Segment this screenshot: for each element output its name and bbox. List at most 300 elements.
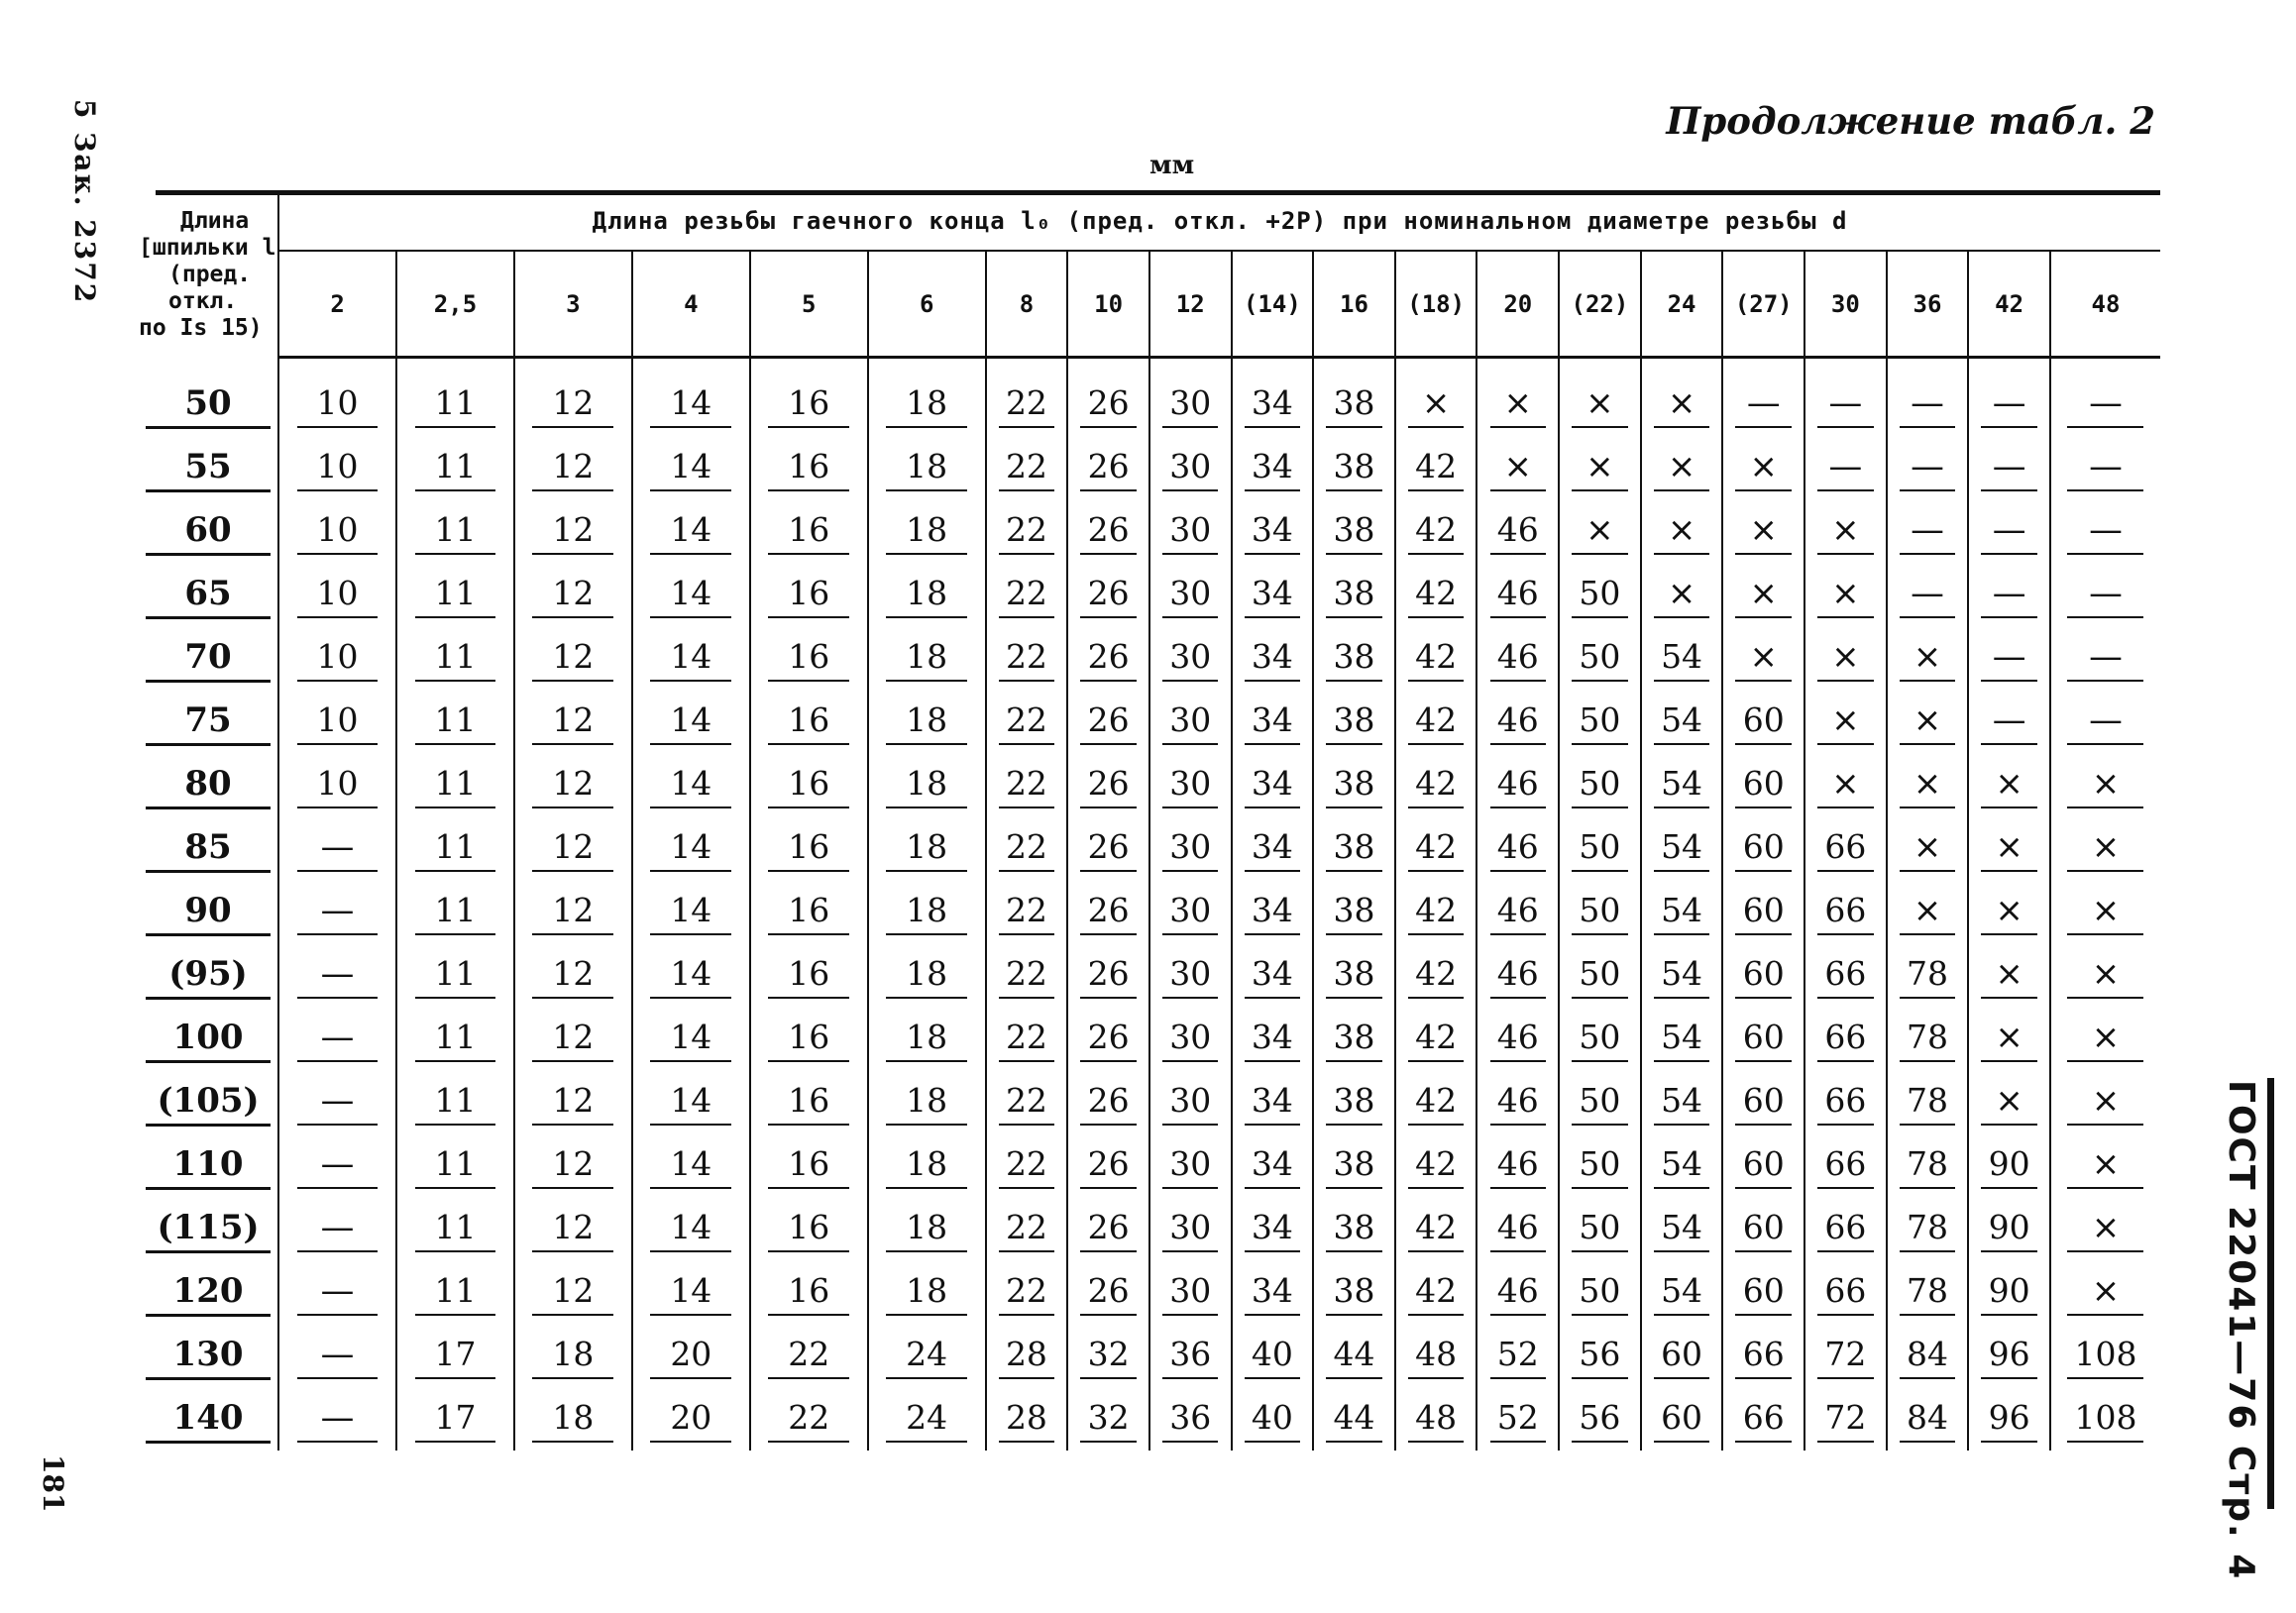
thread-length-cell <box>1641 436 1723 499</box>
thread-length-cell <box>2050 563 2160 626</box>
dash-mark: — <box>1981 507 2036 555</box>
thread-length-cell <box>1232 499 1314 563</box>
thread-length-value: 11 <box>415 1078 496 1126</box>
thread-length-value: 16 <box>768 507 849 555</box>
thread-length-value: 66 <box>1817 951 1873 999</box>
thread-length-cell <box>1804 1324 1887 1387</box>
thread-length-cell <box>632 943 750 1007</box>
dash-mark: — <box>297 824 379 872</box>
thread-length-value: 60 <box>1654 1395 1709 1443</box>
thread-length-value: 34 <box>1245 444 1300 491</box>
thread-length-cell <box>1968 1260 2050 1324</box>
thread-length-cell <box>1804 563 1887 626</box>
stud-length-cell <box>139 499 278 563</box>
thread-length-cell <box>632 753 750 816</box>
thread-length-value: 16 <box>768 1268 849 1316</box>
thread-length-cell <box>1232 1070 1314 1133</box>
thread-length-cell <box>1313 436 1395 499</box>
thread-length-value: 78 <box>1900 1205 1955 1252</box>
stud-length-cell <box>139 1133 278 1197</box>
stud-length-cell <box>139 1387 278 1451</box>
thread-length-value: 42 <box>1408 698 1464 745</box>
thread-length-value: 20 <box>650 1395 731 1443</box>
stud-length-cell <box>139 373 278 436</box>
thread-length-cell <box>1476 1197 1559 1260</box>
thread-length-value: 22 <box>999 888 1054 935</box>
thread-length-value: 30 <box>1162 1205 1218 1252</box>
thread-length-value: 56 <box>1572 1332 1627 1379</box>
thread-length-value: 46 <box>1490 761 1546 808</box>
thread-length-value: 22 <box>999 1268 1054 1316</box>
thread-length-cell <box>1722 1324 1804 1387</box>
thread-length-cell <box>1067 1387 1149 1451</box>
thread-length-cell <box>514 563 632 626</box>
not-applicable-mark: × <box>1981 888 2036 935</box>
thread-length-cell <box>1476 943 1559 1007</box>
thread-length-value: 84 <box>1900 1332 1955 1379</box>
stub-line-4: откл. <box>168 287 238 314</box>
thread-length-cell <box>1641 626 1723 690</box>
thread-length-cell <box>1232 943 1314 1007</box>
thread-length-value: 56 <box>1572 1395 1627 1443</box>
thread-length-cell <box>1232 816 1314 880</box>
thread-length-value: 14 <box>650 761 731 808</box>
spacer-cell <box>868 358 986 374</box>
thread-length-cell <box>632 880 750 943</box>
thread-length-value: 14 <box>650 888 731 935</box>
stud-length-value: 50 <box>146 380 271 429</box>
stub-line-5: по Is 15) <box>139 314 263 341</box>
thread-length-value: 34 <box>1245 634 1300 682</box>
thread-length-cell <box>1641 816 1723 880</box>
thread-length-value: 30 <box>1162 1268 1218 1316</box>
thread-length-cell <box>1476 1133 1559 1197</box>
thread-length-cell <box>1722 1260 1804 1324</box>
thread-length-cell <box>1722 563 1804 626</box>
thread-length-value: 60 <box>1735 1268 1791 1316</box>
thread-length-cell <box>1476 1387 1559 1451</box>
thread-length-value: 14 <box>650 507 731 555</box>
thread-length-value: 38 <box>1326 761 1381 808</box>
thread-length-value: 38 <box>1326 1015 1381 1062</box>
thread-length-value: 42 <box>1408 444 1464 491</box>
thread-length-cell <box>1395 880 1477 943</box>
thread-length-value: 17 <box>415 1332 496 1379</box>
thread-length-value: 18 <box>886 444 967 491</box>
thread-length-value: 42 <box>1408 1015 1464 1062</box>
spacer-cell <box>139 358 278 374</box>
not-applicable-mark: × <box>1654 571 1709 618</box>
thread-length-cell <box>986 499 1068 563</box>
thread-length-value: 26 <box>1080 1141 1136 1189</box>
thread-length-cell <box>986 1324 1068 1387</box>
thread-length-cell <box>396 373 514 436</box>
thread-length-value: 22 <box>999 1205 1054 1252</box>
thread-length-value: 14 <box>650 951 731 999</box>
thread-length-value: 34 <box>1245 824 1300 872</box>
thread-length-cell <box>1722 626 1804 690</box>
thread-length-cell <box>1149 943 1232 1007</box>
dash-mark: — <box>2067 380 2143 428</box>
table-row <box>139 690 2160 753</box>
thread-length-cell <box>1149 499 1232 563</box>
stud-length-value: 65 <box>146 571 271 619</box>
thread-length-value: 26 <box>1080 444 1136 491</box>
thread-length-value: 26 <box>1080 1205 1136 1252</box>
spacer-cell <box>1641 358 1723 374</box>
not-applicable-mark: × <box>2067 1205 2143 1252</box>
thread-length-value: 52 <box>1490 1332 1546 1379</box>
thread-length-value: 11 <box>415 1268 496 1316</box>
dash-mark: — <box>1900 380 1955 428</box>
thread-length-cell <box>1313 1133 1395 1197</box>
thread-length-cell <box>1804 436 1887 499</box>
thread-length-cell <box>1559 373 1641 436</box>
thread-length-cell <box>1968 373 2050 436</box>
dash-mark: — <box>297 888 379 935</box>
thread-length-cell <box>2050 499 2160 563</box>
thread-length-value: 60 <box>1654 1332 1709 1379</box>
stud-length-cell <box>139 943 278 1007</box>
thread-length-value: 11 <box>415 951 496 999</box>
thread-length-cell <box>868 1007 986 1070</box>
not-applicable-mark: × <box>1981 951 2036 999</box>
thread-length-value: 18 <box>886 634 967 682</box>
thread-length-cell <box>1067 563 1149 626</box>
dash-mark: — <box>1981 698 2036 745</box>
thread-length-value: 54 <box>1654 761 1709 808</box>
thread-length-cell <box>1313 1260 1395 1324</box>
thread-length-cell <box>514 626 632 690</box>
spacer-cell <box>1804 358 1887 374</box>
thread-length-cell <box>750 1260 868 1324</box>
thread-length-cell <box>1559 1007 1641 1070</box>
thread-length-cell <box>1641 753 1723 816</box>
stud-length-value: 140 <box>146 1395 271 1444</box>
not-applicable-mark: × <box>1900 698 1955 745</box>
thread-length-cell <box>514 436 632 499</box>
thread-length-value: 54 <box>1654 1268 1709 1316</box>
thread-length-cell <box>1476 499 1559 563</box>
thread-length-cell <box>278 563 396 626</box>
thread-length-cell <box>1804 373 1887 436</box>
thread-length-cell <box>868 373 986 436</box>
thread-length-cell <box>1641 373 1723 436</box>
spacer-cell <box>1395 358 1477 374</box>
thread-length-cell <box>1641 880 1723 943</box>
thread-length-value: 16 <box>768 1078 849 1126</box>
thread-length-cell <box>632 499 750 563</box>
thread-length-value: 24 <box>886 1332 967 1379</box>
diameter-header: 3 <box>514 251 632 358</box>
diameter-header: 12 <box>1149 251 1232 358</box>
not-applicable-mark: × <box>1490 444 1546 491</box>
thread-length-cell <box>2050 1133 2160 1197</box>
thread-length-value: 11 <box>415 824 496 872</box>
thread-length-value: 34 <box>1245 761 1300 808</box>
thread-length-cell <box>1641 1070 1723 1133</box>
thread-length-cell <box>1968 753 2050 816</box>
thread-length-value: 30 <box>1162 1078 1218 1126</box>
thread-length-cell <box>1395 1260 1477 1324</box>
thread-length-cell <box>1887 626 1969 690</box>
thread-length-cell <box>1968 690 2050 753</box>
thread-length-value: 26 <box>1080 761 1136 808</box>
thread-length-cell <box>278 1260 396 1324</box>
thread-length-value: 16 <box>768 1141 849 1189</box>
thread-length-value: 34 <box>1245 888 1300 935</box>
thread-length-cell <box>1395 943 1477 1007</box>
thread-length-cell <box>396 1324 514 1387</box>
stud-length-value: 120 <box>146 1268 271 1317</box>
thread-length-cell <box>1149 1387 1232 1451</box>
thread-length-cell <box>1559 563 1641 626</box>
thread-length-value: 26 <box>1080 634 1136 682</box>
table-row <box>139 943 2160 1007</box>
thread-length-cell <box>1722 943 1804 1007</box>
stud-length-value: (95) <box>146 951 271 1000</box>
not-applicable-mark: × <box>1817 507 1873 555</box>
thread-length-cell <box>396 499 514 563</box>
thread-length-cell <box>396 816 514 880</box>
thread-length-cell <box>1641 1197 1723 1260</box>
thread-length-cell <box>2050 626 2160 690</box>
thread-length-cell <box>2050 753 2160 816</box>
thread-length-value: 34 <box>1245 1015 1300 1062</box>
thread-length-value: 18 <box>886 571 967 618</box>
thread-length-value: 16 <box>768 824 849 872</box>
thread-length-cell <box>986 1197 1068 1260</box>
thread-length-cell <box>1722 753 1804 816</box>
thread-length-cell <box>1559 943 1641 1007</box>
thread-length-cell <box>1722 1387 1804 1451</box>
thread-length-value: 84 <box>1900 1395 1955 1443</box>
thread-length-cell <box>632 563 750 626</box>
thread-length-cell <box>514 816 632 880</box>
thread-length-cell <box>1887 690 1969 753</box>
standard-text: ГОСТ 22041—76 Стр. 4 <box>2221 1080 2261 1581</box>
thread-length-cell <box>1149 1324 1232 1387</box>
thread-length-cell <box>1395 1197 1477 1260</box>
thread-length-cell <box>1313 943 1395 1007</box>
thread-length-cell <box>1313 1324 1395 1387</box>
thread-length-value: 34 <box>1245 380 1300 428</box>
thread-length-value: 42 <box>1408 951 1464 999</box>
diameter-header: 6 <box>868 251 986 358</box>
thread-length-cell <box>278 499 396 563</box>
thread-length-value: 18 <box>886 698 967 745</box>
spacer-cell <box>1149 358 1232 374</box>
thread-length-cell <box>1804 1070 1887 1133</box>
thread-length-cell <box>1559 880 1641 943</box>
dash-mark: — <box>2067 444 2143 491</box>
dash-mark: — <box>1981 444 2036 491</box>
spacer-cell <box>1313 358 1395 374</box>
stub-line-1: Длина <box>180 207 250 234</box>
thread-length-cell <box>396 690 514 753</box>
thread-length-cell <box>1067 1007 1149 1070</box>
thread-length-cell <box>1149 626 1232 690</box>
thread-length-value: 34 <box>1245 698 1300 745</box>
thread-length-value: 50 <box>1572 824 1627 872</box>
thread-length-cell <box>514 1260 632 1324</box>
thread-length-value: 46 <box>1490 634 1546 682</box>
thread-length-cell <box>868 880 986 943</box>
thread-length-value: 12 <box>532 1205 613 1252</box>
thread-length-cell <box>1395 499 1477 563</box>
thread-length-cell <box>396 563 514 626</box>
thread-length-cell <box>1067 943 1149 1007</box>
thread-length-cell <box>1887 373 1969 436</box>
thread-length-value: 46 <box>1490 507 1546 555</box>
thread-length-value: 66 <box>1735 1395 1791 1443</box>
not-applicable-mark: × <box>1981 1078 2036 1126</box>
thread-length-cell <box>1149 1260 1232 1324</box>
thread-length-cell <box>1067 1070 1149 1133</box>
thread-length-cell <box>278 816 396 880</box>
dash-mark: — <box>297 1141 379 1189</box>
thread-length-cell <box>514 880 632 943</box>
dash-mark: — <box>1981 571 2036 618</box>
thread-length-value: 50 <box>1572 634 1627 682</box>
thread-length-cell <box>1722 499 1804 563</box>
thread-length-value: 12 <box>532 380 613 428</box>
thread-length-value: 16 <box>768 380 849 428</box>
thread-length-cell <box>1804 880 1887 943</box>
thread-length-value: 10 <box>297 444 379 491</box>
not-applicable-mark: × <box>1654 444 1709 491</box>
thread-length-value: 26 <box>1080 507 1136 555</box>
thread-length-cell <box>1968 626 2050 690</box>
thread-length-value: 11 <box>415 444 496 491</box>
diameter-header: (27) <box>1722 251 1804 358</box>
thread-length-cell <box>1232 626 1314 690</box>
thread-length-value: 11 <box>415 571 496 618</box>
thread-length-value: 22 <box>999 761 1054 808</box>
stub-line-2: [шпильки l <box>139 234 276 261</box>
thread-length-value: 38 <box>1326 698 1381 745</box>
thread-length-cell <box>1722 880 1804 943</box>
thread-length-cell <box>632 626 750 690</box>
thread-length-cell <box>1804 1197 1887 1260</box>
table-row <box>139 880 2160 943</box>
thread-length-cell <box>1887 1197 1969 1260</box>
thread-length-cell <box>750 753 868 816</box>
thread-length-value: 12 <box>532 1015 613 1062</box>
thread-length-value: 26 <box>1080 1268 1136 1316</box>
thread-length-value: 42 <box>1408 1205 1464 1252</box>
thread-length-cell <box>1149 1007 1232 1070</box>
table-row <box>139 626 2160 690</box>
thread-length-value: 38 <box>1326 824 1381 872</box>
diameter-header: 2 <box>278 251 396 358</box>
thread-length-cell <box>1313 626 1395 690</box>
thread-length-cell <box>1641 1007 1723 1070</box>
dash-mark: — <box>297 1015 379 1062</box>
dash-mark: — <box>1900 444 1955 491</box>
thread-length-value: 54 <box>1654 1141 1709 1189</box>
thread-length-cell <box>1232 880 1314 943</box>
thread-length-cell <box>1395 690 1477 753</box>
diameter-header: 20 <box>1476 251 1559 358</box>
thread-length-value: 12 <box>532 1141 613 1189</box>
spacer-cell <box>396 358 514 374</box>
thread-length-cell <box>1887 1133 1969 1197</box>
thread-length-cell <box>1804 499 1887 563</box>
thread-length-cell <box>1722 1133 1804 1197</box>
spacer-cell <box>1722 358 1804 374</box>
thread-length-cell <box>1887 563 1969 626</box>
thread-length-cell <box>1067 1324 1149 1387</box>
stud-length-cell <box>139 816 278 880</box>
thread-length-value: 42 <box>1408 507 1464 555</box>
thread-length-cell <box>1968 1197 2050 1260</box>
thread-length-cell <box>1887 1260 1969 1324</box>
thread-length-cell <box>868 1260 986 1324</box>
thread-length-cell <box>1722 1070 1804 1133</box>
thread-length-cell <box>1887 943 1969 1007</box>
diameter-header: 48 <box>2050 251 2160 358</box>
thread-length-cell <box>1149 373 1232 436</box>
thread-length-cell <box>750 499 868 563</box>
thread-length-value: 10 <box>297 698 379 745</box>
thread-length-value: 12 <box>532 824 613 872</box>
thread-length-cell <box>514 690 632 753</box>
thread-length-cell <box>278 753 396 816</box>
thread-length-cell <box>986 880 1068 943</box>
thread-length-cell <box>1641 690 1723 753</box>
thread-length-cell <box>750 1007 868 1070</box>
thread-length-cell <box>1641 1133 1723 1197</box>
thread-length-value: 42 <box>1408 888 1464 935</box>
not-applicable-mark: × <box>1981 761 2036 808</box>
dash-mark: — <box>1735 380 1791 428</box>
diameter-header: 24 <box>1641 251 1723 358</box>
stud-length-value: 70 <box>146 634 271 683</box>
thread-length-cell <box>278 943 396 1007</box>
thread-length-value: 50 <box>1572 1078 1627 1126</box>
thread-length-value: 78 <box>1900 1015 1955 1062</box>
thread-length-cell <box>632 1133 750 1197</box>
thread-length-value: 54 <box>1654 1078 1709 1126</box>
thread-length-cell <box>1232 436 1314 499</box>
spacer-cell <box>750 358 868 374</box>
thread-length-cell <box>2050 373 2160 436</box>
thread-length-value: 54 <box>1654 951 1709 999</box>
thread-length-cell <box>1149 1197 1232 1260</box>
thread-length-cell <box>1968 816 2050 880</box>
thread-length-value: 30 <box>1162 444 1218 491</box>
thread-length-cell <box>1559 1324 1641 1387</box>
thread-length-value: 34 <box>1245 1141 1300 1189</box>
thread-length-value: 14 <box>650 824 731 872</box>
thread-length-value: 60 <box>1735 951 1791 999</box>
thread-length-cell <box>986 1387 1068 1451</box>
thread-length-value: 54 <box>1654 1205 1709 1252</box>
thread-length-value: 78 <box>1900 1268 1955 1316</box>
thread-length-cell <box>1313 1387 1395 1451</box>
table-row <box>139 373 2160 436</box>
thread-length-cell <box>632 1197 750 1260</box>
thread-length-cell <box>1559 753 1641 816</box>
thread-length-cell <box>1559 1070 1641 1133</box>
thread-length-value: 22 <box>999 634 1054 682</box>
thread-length-value: 66 <box>1817 1268 1873 1316</box>
thread-length-value: 54 <box>1654 1015 1709 1062</box>
thread-length-value: 60 <box>1735 1078 1791 1126</box>
thread-length-value: 20 <box>650 1332 731 1379</box>
thread-length-cell <box>1887 816 1969 880</box>
